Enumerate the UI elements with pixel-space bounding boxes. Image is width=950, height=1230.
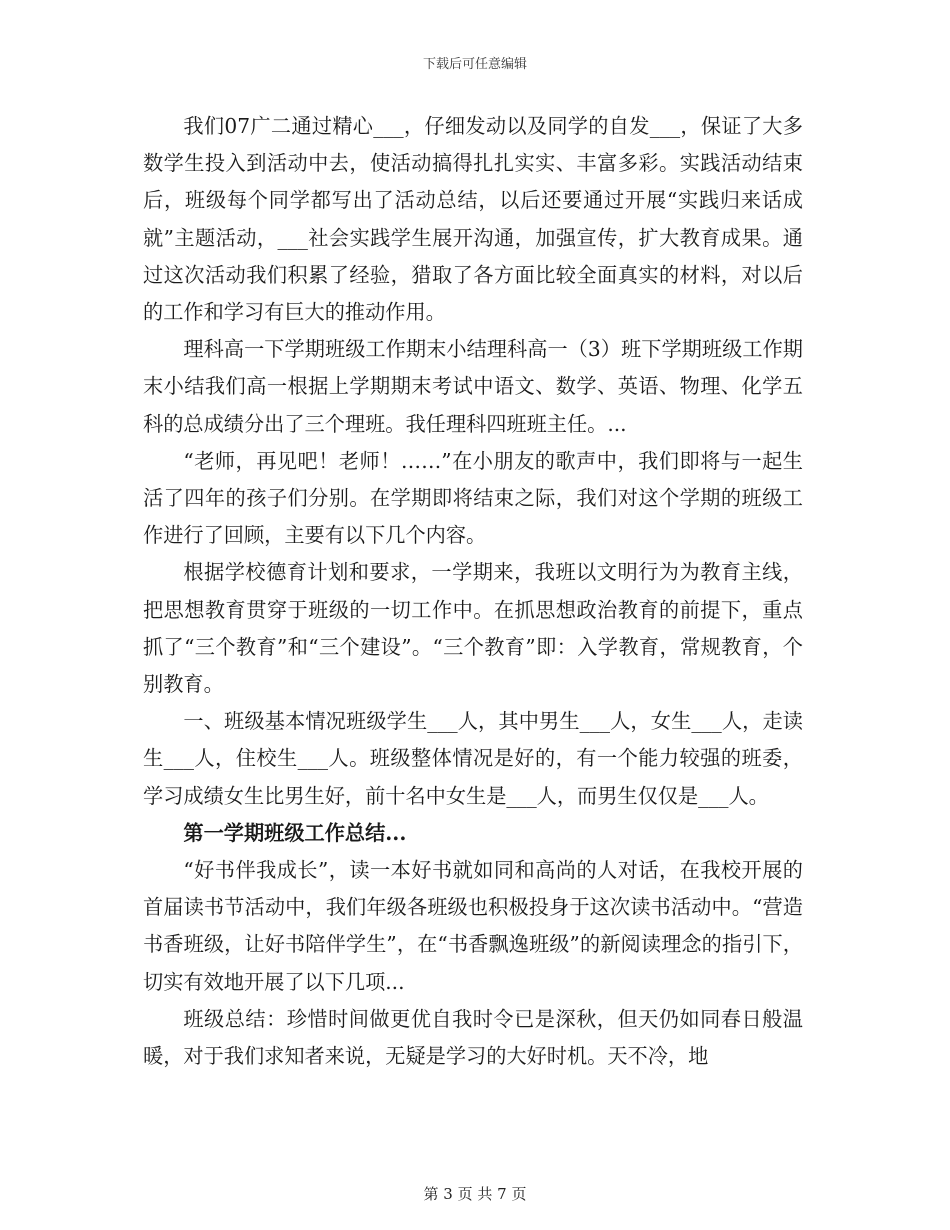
paragraph: 根据学校德育计划和要求，一学期来，我班以文明行为为教育主线，把思想教育贯穿于班级的一切工作中。在抓思想政治教育的前提下，重点抓了“三个教育”和“三个建设”。“三个教育”即：入学教育，常规教育，个别教育。 xyxy=(143,560,803,697)
paragraph: “好书伴我成长”，读一本好书就如同和高尚的人对话，在我校开展的首届读书节活动中，我们年级各班级也积极投身于这次读书活动中。“营造书香班级，让好书陪伴学生”，在“书香飘逸班级”的新阅读理念的指引下，切实有效地开展了以下几项... xyxy=(143,858,803,994)
paragraph: 我们07广二通过精心___，仔细发动以及同学的自发___，保证了大多数学生投入到活动中去，使活动搞得扎扎实实、丰富多彩。实践活动结束后，班级每个同学都写出了活动总结，以后还要通过开展“实践归来话成就”主题活动，___社会实践学生展开沟通，加强宣传，扩大教育成果。通过这次活动我们积累了经验，猎取了各方面比较全面真实的材料，对以后的工作和学习有巨大的推动作用。 xyxy=(143,114,803,325)
document-body xyxy=(143,108,803,1075)
paragraph: 一、班级基本情况班级学生___人，其中男生___人，女生___人，走读生___人，住校生___人。班级整体情况是好的，有一个能力较强的班委，学习成绩女生比男生好，前十名中女生是___人，而男生仅仅是___人。 xyxy=(143,709,803,808)
page-footer: 第 3 页 共 7 页 xyxy=(423,1185,527,1203)
paragraph: “老师，再见吧！老师！……”在小朋友的歌声中，我们即将与一起生活了四年的孩子们分别。在学期即将结束之际，我们对这个学期的班级工作进行了回顾，主要有以下几个内容。 xyxy=(143,448,803,548)
paragraph: 理科高一下学期班级工作期末小结理科高一（3）班下学期班级工作期末小结我们高一根据上学期期末考试中语文、数学、英语、物理、化学五科的总成绩分出了三个理班。我任理科四班班主任。... xyxy=(143,337,803,436)
paragraph: 班级总结：珍惜时间做更优自我时令已是深秋，但天仍如同春日般温暖，对于我们求知者来说，无疑是学习的大好时机。天不冷，地 xyxy=(143,1006,803,1069)
section-heading: 第一学期班级工作总结... xyxy=(183,820,407,845)
page-header: 下载后可任意编辑 xyxy=(422,57,527,72)
